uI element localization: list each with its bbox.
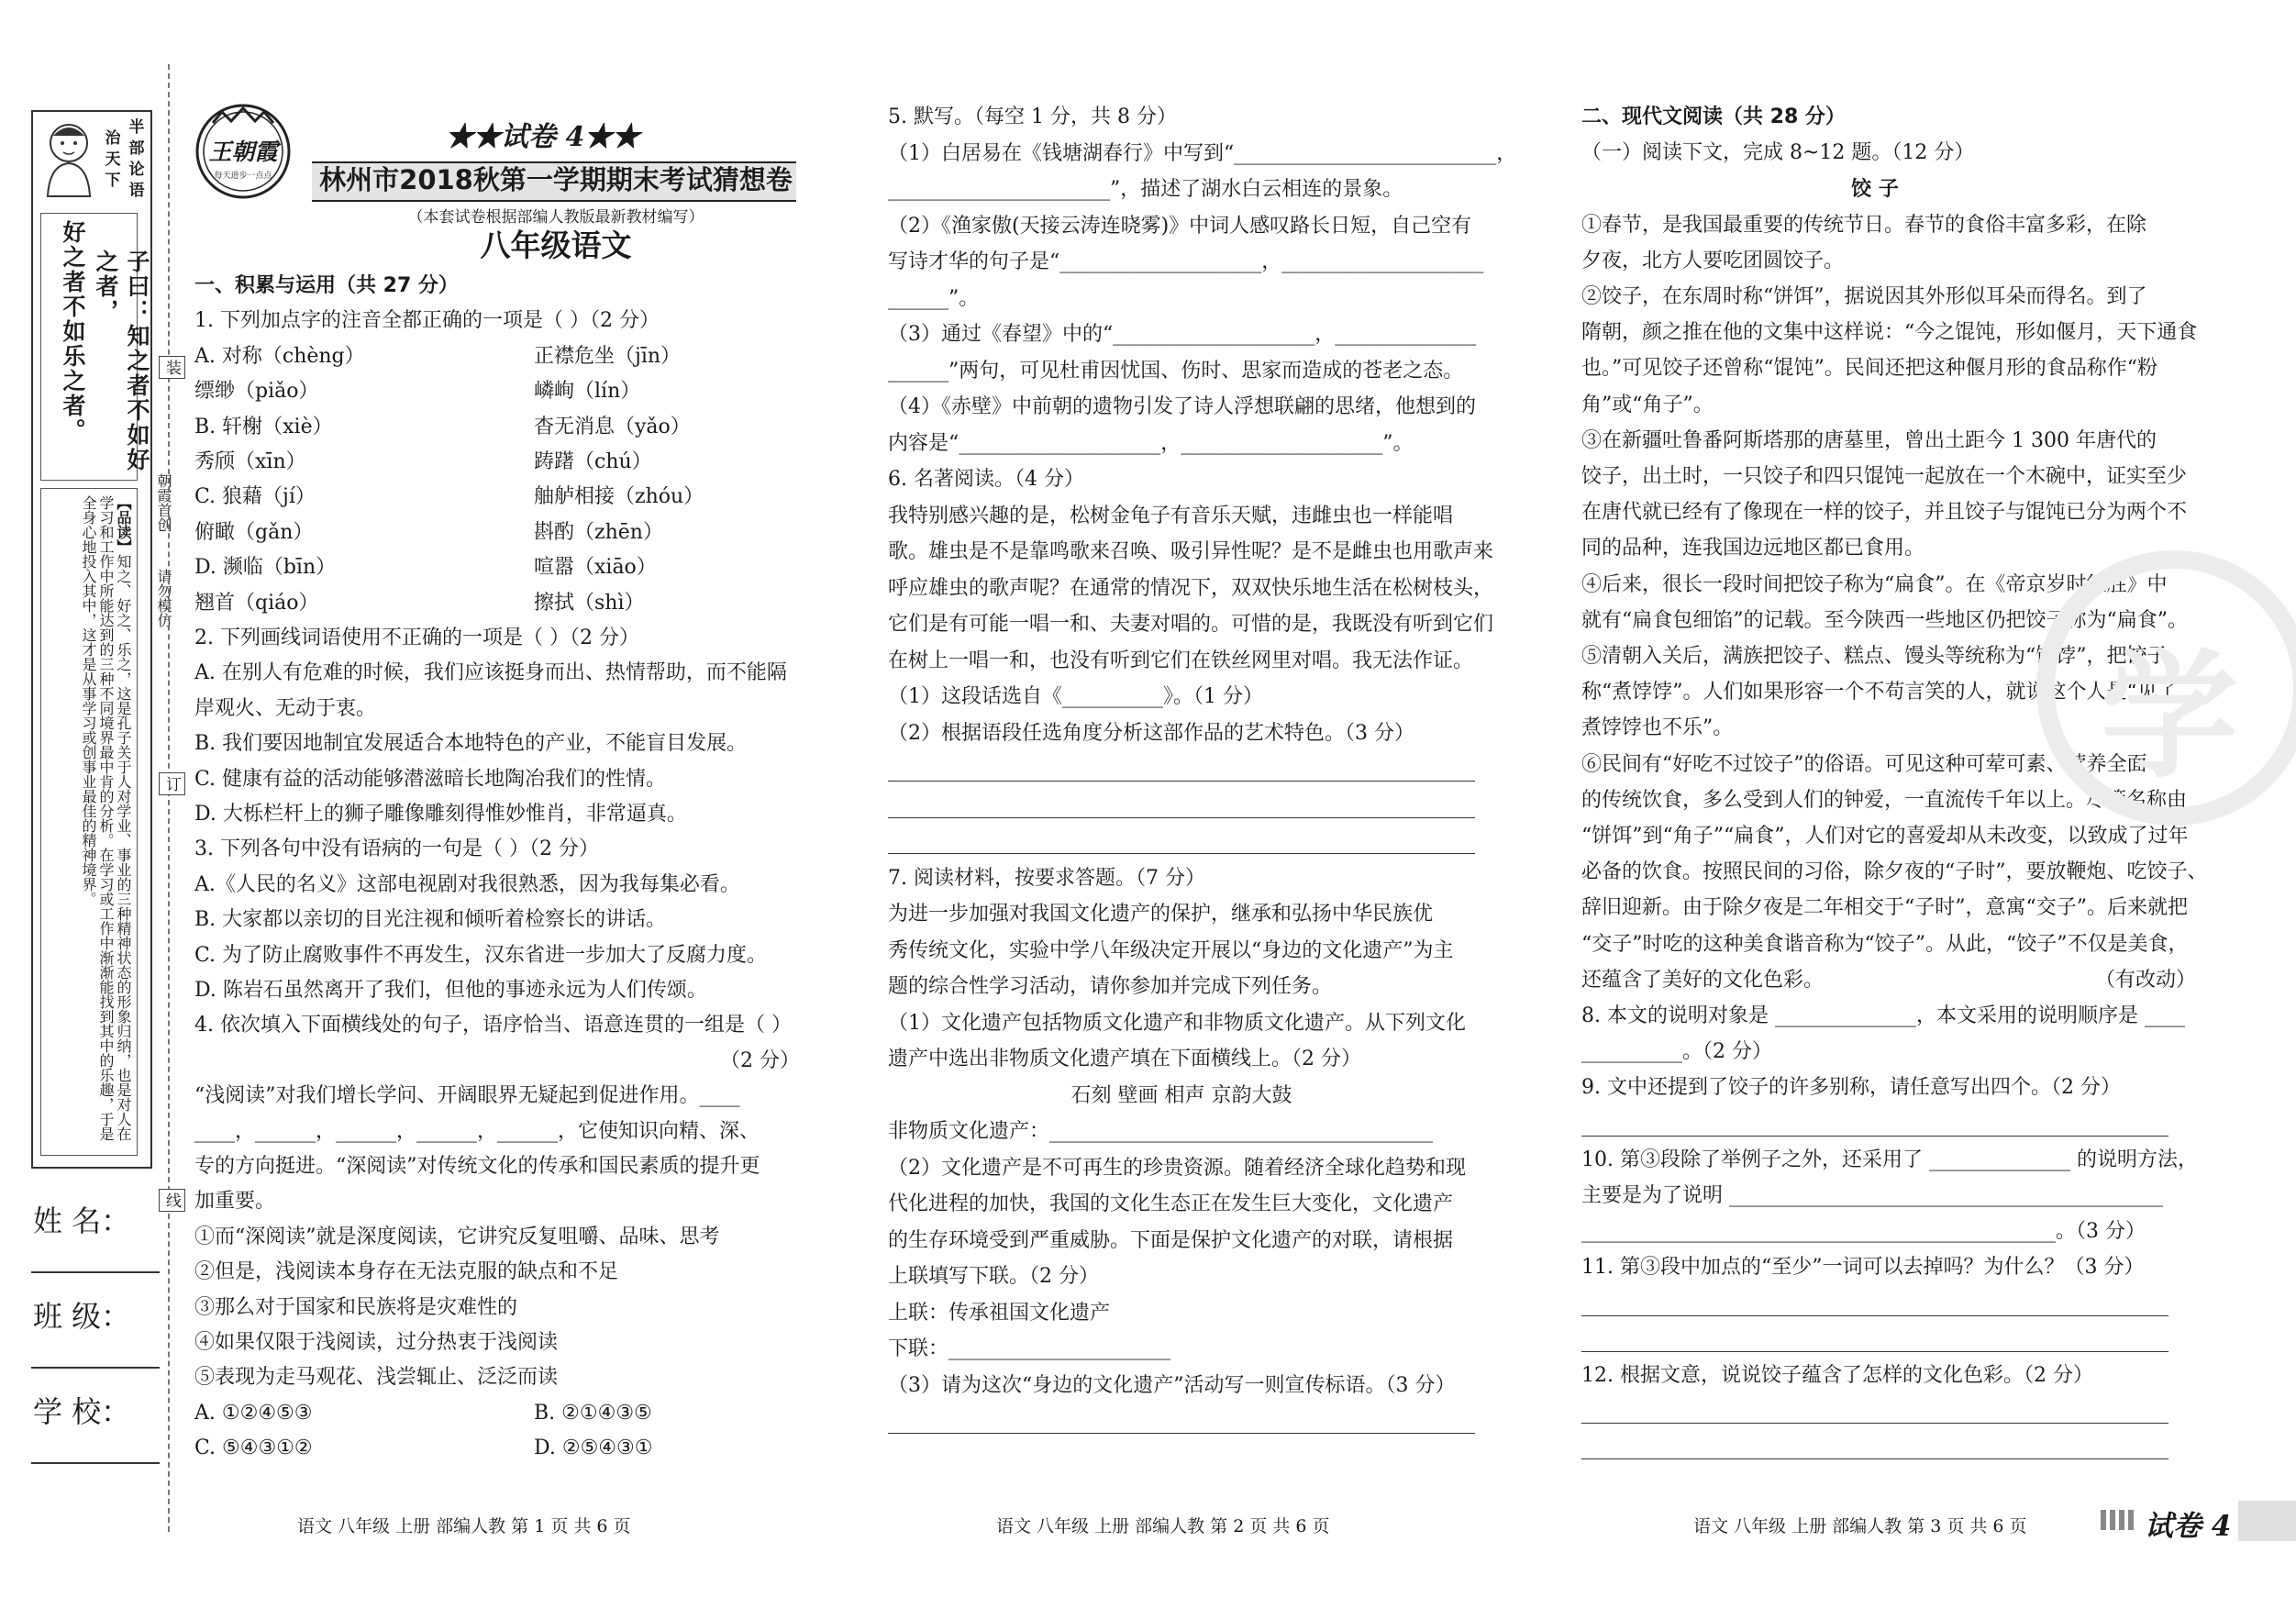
- motto-char: 半: [128, 118, 145, 137]
- cut-line: [168, 64, 170, 1532]
- corner-label: 试卷 4: [2145, 1510, 2232, 1543]
- text-line: 呼应雄虫的歌声呢？在通常的情况下，双双快乐地生活在松树枝头，: [888, 576, 1494, 600]
- text-line: 岸观火、无动于衷。: [194, 696, 377, 720]
- text-line: （1）文化遗产包括物质文化遗产和非物质文化遗产。从下列文化: [888, 1011, 1466, 1035]
- text-line: 5. 默写。（每空 1 分，共 8 分）: [888, 105, 1177, 128]
- text-line: 饺 子: [1851, 177, 1899, 202]
- text-line: ⑥民间有“好吃不过饺子”的俗语。可见这种可荤可素、营养全面: [1581, 752, 2147, 776]
- name-field[interactable]: [31, 1271, 160, 1273]
- text-line: A.《人民的名义》这部电视剧对我很熟悉，因为我每集必看。: [194, 872, 740, 896]
- text-line: D. 濒临（bīn）: [194, 556, 337, 580]
- source-note: （有改动）: [2095, 968, 2197, 992]
- quote-main: 子曰：知之者不如好之者，: [93, 250, 150, 472]
- option-right: 正襟危坐（jīn）: [534, 344, 682, 368]
- watermark-char: 学: [2101, 638, 2239, 797]
- motto-char: 论: [128, 161, 145, 179]
- text-line: 一、积累与运用（共 27 分）: [194, 274, 459, 297]
- footer-page-3: 语文 八年级 上册 部编人教 第 3 页 共 6 页: [1693, 1516, 2027, 1536]
- text-line: 4. 依次填入下面横线处的句子，语序恰当、语意连贯的一组是（ ）: [194, 1014, 792, 1037]
- text-line: “浅阅读”对我们增长学问、开阔眼界无疑起到促进作用。____: [194, 1084, 740, 1108]
- text-line: A. 在别人有危难的时候，我们应该挺身而出、热情帮助，而不能隔: [194, 661, 787, 685]
- text-line: （3）请为这次“身边的文化遗产”活动写一则宣传标语。（3 分）: [888, 1373, 1456, 1397]
- text-line: 上联填写下联。（2 分）: [888, 1265, 1099, 1288]
- text-line: 在唐代就已经有了像现在一样的饺子，并且饺子与馄饨已分为两个不: [1581, 501, 2188, 525]
- text-line: 内容是“____________________，____________________”。: [888, 431, 1414, 455]
- name-label: 姓 名：: [33, 1203, 131, 1238]
- text-line: ____，______，______，______，______，它使知识向精、深、: [194, 1119, 760, 1143]
- logo-text: 王朝霞: [208, 139, 278, 165]
- text-line: 为进一步加强对我国文化遗产的保护，继承和弘扬中华民族优: [888, 903, 1434, 926]
- text-line: （3）通过《春望》中的“____________________，______________: [888, 323, 1477, 346]
- text-line: 专的方向挺进。“深阅读”对传统文化的传承和国民素质的提升更: [194, 1155, 760, 1178]
- pin-body: 知之、好之、乐之，这是孔子关于人对学业、事业的三种精神状态的形象归纳，也是对人在学习和工作中所能达到的三种不同境界最中肯的分析。在学习或工作中渐渐能找到其中的乐趣，于是全身心地投入其中，这才是从事学习或创事业最佳的精神境界。: [80, 495, 132, 1141]
- text-line: 代化进程的加快，我国的文化生态正在发生巨大变化，文化遗产: [888, 1192, 1454, 1215]
- text-line: 6. 名著阅读。（4 分）: [888, 468, 1084, 491]
- motto-char: 下: [105, 172, 121, 190]
- text-line: ⑤表现为走马观花、浅尝辄止、泛泛而读: [194, 1366, 559, 1390]
- text-line: ②但是，浅阅读本身存在无法克服的缺点和不足: [194, 1260, 619, 1284]
- motto-char: 部: [128, 139, 145, 158]
- answer-line[interactable]: [888, 853, 1475, 854]
- text-line: _______________________________________________。（3 分）: [1581, 1220, 2146, 1244]
- text-line: 辞旧迎新。由于除夕夜是二年相交于“子时”，意寓“交子”。后来就把: [1581, 896, 2188, 920]
- text-line: 隋朝，颜之推在他的文集中这样说：“今之馄饨，形如偃月，天下通食: [1581, 321, 2198, 345]
- cut-mark: 线: [159, 1189, 185, 1212]
- text-line: D. 大栎栏杆上的狮子雕像雕刻得惟妙惟肖，非常逼真。: [194, 803, 687, 826]
- text-line: 题的综合性学习活动，请你参加并完成下列任务。: [888, 975, 1333, 998]
- school-label: 学 校：: [33, 1394, 131, 1429]
- text-line: C. 为了防止腐败事件不再发生，汉东省进一步加大了反腐力度。: [194, 943, 768, 967]
- text-line: 石刻 壁画 相声 京韵大鼓: [1070, 1083, 1292, 1107]
- text-line: 还蕴含了美好的文化色彩。: [1581, 968, 1825, 992]
- text-line: 7. 阅读材料，按要求答题。（7 分）: [888, 866, 1205, 890]
- text-line: ④如果仅限于浅阅读，过分热衷于浅阅读: [194, 1331, 559, 1354]
- answer-line[interactable]: [1581, 1351, 2168, 1352]
- text-line: ④后来，很长一段时间把饺子称为“扁食”。在《帝京岁时纪胜》中: [1581, 572, 2168, 596]
- answer-line[interactable]: [1581, 1423, 2168, 1424]
- answer-line[interactable]: [888, 781, 1475, 782]
- answer-line[interactable]: [1581, 1136, 2168, 1137]
- text-line: ______”两句，可见杜甫因忧国、伤时、思家而造成的苍老之态。: [888, 359, 1464, 383]
- text-line: ①春节，是我国最重要的传统节日。春节的食俗丰富多彩，在除: [1581, 213, 2147, 237]
- text-line: A. 对称（chèng）: [194, 344, 365, 368]
- text-line: A. ①②④⑤③: [194, 1401, 313, 1425]
- footer-page-1: 语文 八年级 上册 部编人教 第 1 页 共 6 页: [297, 1516, 631, 1536]
- school-field[interactable]: [31, 1462, 160, 1464]
- option-right: 杳无消息（yǎo）: [534, 415, 691, 438]
- quote-second: 好之者不如乐之者。: [60, 220, 86, 443]
- pin-label: 【品读】: [115, 495, 132, 554]
- corner-band: [2238, 1501, 2296, 1541]
- text-line: 下联：______________________: [888, 1337, 1171, 1360]
- title-subtitle: （本套试卷根据部编人教版最新教材编写）: [407, 208, 704, 227]
- text-line: 同的品种，连我国边远地区都已食用。: [1581, 537, 1925, 560]
- answer-line[interactable]: [888, 1433, 1475, 1434]
- text-line: 称“煮饽饽”。人们如果形容一个不苟言笑的人，就说这个人是“见了: [1581, 681, 2178, 704]
- text-line: 二、现代文阅读（共 28 分）: [1581, 105, 1846, 128]
- text-line: 歌。雄虫是不是靠鸣歌来召唤、吸引异性呢？是不是雌虫也用歌声来: [888, 540, 1494, 563]
- option-right: 斟酌（zhēn）: [534, 520, 663, 544]
- text-line: 上联：传承祖国文化遗产: [888, 1301, 1111, 1325]
- text-line: （1）这段话选自《__________》。（1 分）: [888, 685, 1263, 708]
- text-line: ③在新疆吐鲁番阿斯塔那的唐墓里，曾出土距今 1 300 年唐代的: [1581, 428, 2157, 452]
- text-line: 10. 第③段除了举例子之外，还采用了 ______________ 的说明方法，: [1581, 1148, 2198, 1171]
- text-line: 的传统饮食，多么受到人们的钟爱，一直流传千年以上。尽管名称由: [1581, 788, 2188, 812]
- text-line: ______”。: [888, 286, 980, 310]
- text-line: 2. 下列画线词语使用不正确的一项是（ ）（2 分）: [194, 627, 639, 649]
- option-right: D. ②⑤④③①: [534, 1436, 653, 1460]
- answer-line[interactable]: [1581, 1315, 2168, 1316]
- text-line: （2 分）: [720, 1048, 800, 1072]
- text-line: “交子”时吃的这种美食谐音称为“饺子”。从此，“饺子”不仅是美食，: [1581, 932, 2189, 956]
- motto-chars-col1: [127, 117, 147, 202]
- text-line: 我特别感兴趣的是，松树金龟子有音乐天赋，违雌虫也一样能唱: [888, 504, 1454, 527]
- text-line: （2）《渔家傲(天接云涛连晓雾)》中词人感叹路长日短，自己空有: [888, 214, 1472, 238]
- answer-line[interactable]: [888, 817, 1475, 818]
- text-line: 夕夜，北方人要吃团圆饺子。: [1581, 249, 1845, 272]
- text-line: 角”或“角子”。: [1581, 393, 1714, 416]
- text-line: 写诗才华的句子是“____________________，____________________: [888, 250, 1484, 273]
- text-line: （1）白居易在《钱塘湖春行》中写到“__________________________，: [888, 141, 1517, 165]
- motto-char: 语: [128, 182, 145, 200]
- text-line: 9. 文中还提到了饺子的许多别称，请任意写出四个。（2 分）: [1581, 1076, 2121, 1100]
- text-line: __________。（2 分）: [1581, 1040, 1772, 1064]
- option-right: 喧嚣（xiāo）: [534, 556, 657, 580]
- text-line: 11. 第③段中加点的“至少”一词可以去掉吗？为什么？（3 分）: [1581, 1256, 2145, 1280]
- text-line: 12. 根据文意，说说饺子蕴含了怎样的文化色彩。（2 分）: [1581, 1364, 2093, 1387]
- text-line: 俯瞰（gǎn）: [194, 520, 314, 544]
- text-line: 缥缈（piǎo）: [194, 380, 319, 404]
- motto-figure: [37, 116, 101, 200]
- option-right: 嶙峋（lín）: [534, 380, 641, 404]
- option-right: 舳舻相接（zhóu）: [534, 485, 704, 509]
- cut-mark: 装: [159, 356, 185, 379]
- text-line: 非物质文化遗产：______________________________________: [888, 1120, 1434, 1143]
- text-line: C. 狼藉（jí）: [194, 485, 316, 509]
- text-line: 加重要。: [194, 1190, 276, 1214]
- text-line: ③那么对于国家和民族将是灾难性的: [194, 1295, 518, 1319]
- text-line: 1. 下列加点字的注音全都正确的一项是（ ）（2 分）: [194, 309, 660, 333]
- text-line: ______________________”，描述了湖水白云相连的景象。: [888, 178, 1403, 201]
- text-line: 8. 本文的说明对象是 ______________，本文采用的说明顺序是 ____: [1581, 1004, 2185, 1027]
- text-line: 也。”可见饺子还曾称“馄饨”。民间还把这种偃月形的食品称作“粉: [1581, 357, 2157, 381]
- text-line: 在树上一唱一和，也没有听到它们在铁丝网里对唱。我无法作证。: [888, 649, 1474, 672]
- paper-number: ★★试卷 4★★: [446, 121, 640, 153]
- page-title: 林州市2018秋第一学期期末考试猜想卷: [319, 164, 793, 195]
- text-line: ①而“深阅读”就是深度阅读，它讲究反复咀嚼、品味、思考: [194, 1225, 720, 1248]
- footer-page-2: 语文 八年级 上册 部编人教 第 2 页 共 6 页: [996, 1516, 1330, 1536]
- text-line: 就有“扁食包细馅”的记载。至今陕西一些地区仍把饺子称为“扁食”。: [1581, 608, 2188, 632]
- answer-line[interactable]: [1581, 1458, 2168, 1459]
- text-line: 饺子，出土时，一只饺子和四只馄饨一起放在一个木碗中，证实至少: [1581, 465, 2188, 488]
- text-line: 3. 下列各句中没有语病的一句是（ ）（2 分）: [194, 837, 599, 861]
- text-line: 煮饽饽也不乐”。: [1581, 716, 1734, 740]
- logo-small: 每天进步一点点: [214, 172, 272, 181]
- text-line: 的生存环境受到严重威胁。下面是保护文化遗产的对联，请根据: [888, 1228, 1454, 1252]
- text-line: D. 陈岩石虽然离开了我们，但他的事迹永远为人们传颂。: [194, 979, 707, 1002]
- text-line: B. 我们要因地制宜发展适合本地特色的产业，不能盲目发展。: [194, 732, 748, 756]
- text-line: 它们是有可能一唱一和、夫妻对唱的。可惜的是，我既没有听到它们: [888, 613, 1494, 636]
- text-line: ⑤清朝入关后，满族把饺子、糕点、馒头等统称为“饽饽”，把饺子: [1581, 645, 2168, 668]
- text-line: “饼饵”到“角子”“扁食”，人们对它的喜爱却从未改变，以致成了过年: [1581, 825, 2189, 848]
- text-line: （2）根据语段任选角度分析这部作品的艺术特色。（3 分）: [888, 721, 1414, 745]
- text-line: （4）《赤壁》中前朝的遗物引发了诗人浮想联翩的思绪，他想到的: [888, 395, 1476, 418]
- text-line: 秀传统文化，实验中学八年级决定开展以“身边的文化遗产”为主: [888, 938, 1454, 962]
- text-line: B. 大家都以亲切的目光注视和倾听着检察长的讲话。: [194, 908, 667, 932]
- text-line: 秀颀（xīn）: [194, 450, 306, 473]
- logo: [194, 103, 292, 200]
- corner-dots: [2101, 1510, 2137, 1530]
- text-line: C. ⑤④③①②: [194, 1436, 313, 1460]
- side-tag-1: 朝霞首创: [155, 473, 172, 532]
- class-field[interactable]: [31, 1367, 160, 1369]
- class-label: 班 级：: [33, 1299, 131, 1334]
- text-line: （一）阅读下文，完成 8~12 题。（12 分）: [1581, 141, 1975, 165]
- subject-title: 八年级语文: [480, 227, 632, 263]
- text-line: C. 健康有益的活动能够潜滋暗长地陶冶我们的性情。: [194, 767, 667, 791]
- text-line: （2）文化遗产是不可再生的珍贵资源。随着经济全球化趋势和现: [888, 1156, 1466, 1180]
- pin-text: [46, 495, 132, 1147]
- text-line: B. 轩榭（xiè）: [194, 415, 333, 438]
- text-line: 翘首（qiáo）: [194, 591, 319, 615]
- option-right: B. ②①④③⑤: [534, 1401, 652, 1425]
- text-line: ②饺子，在东周时称“饼饵”，据说因其外形似耳朵而得名。到了: [1581, 285, 2147, 308]
- cut-mark: 订: [159, 772, 185, 795]
- text-line: 必备的饮食。按照民间的习俗，除夕夜的“子时”，要放鞭炮、吃饺子、: [1581, 860, 2208, 884]
- option-right: 踌躇（chú）: [534, 450, 652, 473]
- text-line: 遗产中选出非物质文化遗产填在下面横线上。（2 分）: [888, 1048, 1361, 1070]
- side-tag-2: 请勿模仿: [155, 569, 172, 627]
- text-line: 主要是为了说明 ___________________________________________: [1581, 1184, 2163, 1207]
- motto-char: 天: [105, 150, 121, 169]
- motto-chars-col2: [103, 128, 123, 192]
- option-right: 擦拭（shì）: [534, 591, 645, 615]
- motto-char: 治: [105, 129, 121, 148]
